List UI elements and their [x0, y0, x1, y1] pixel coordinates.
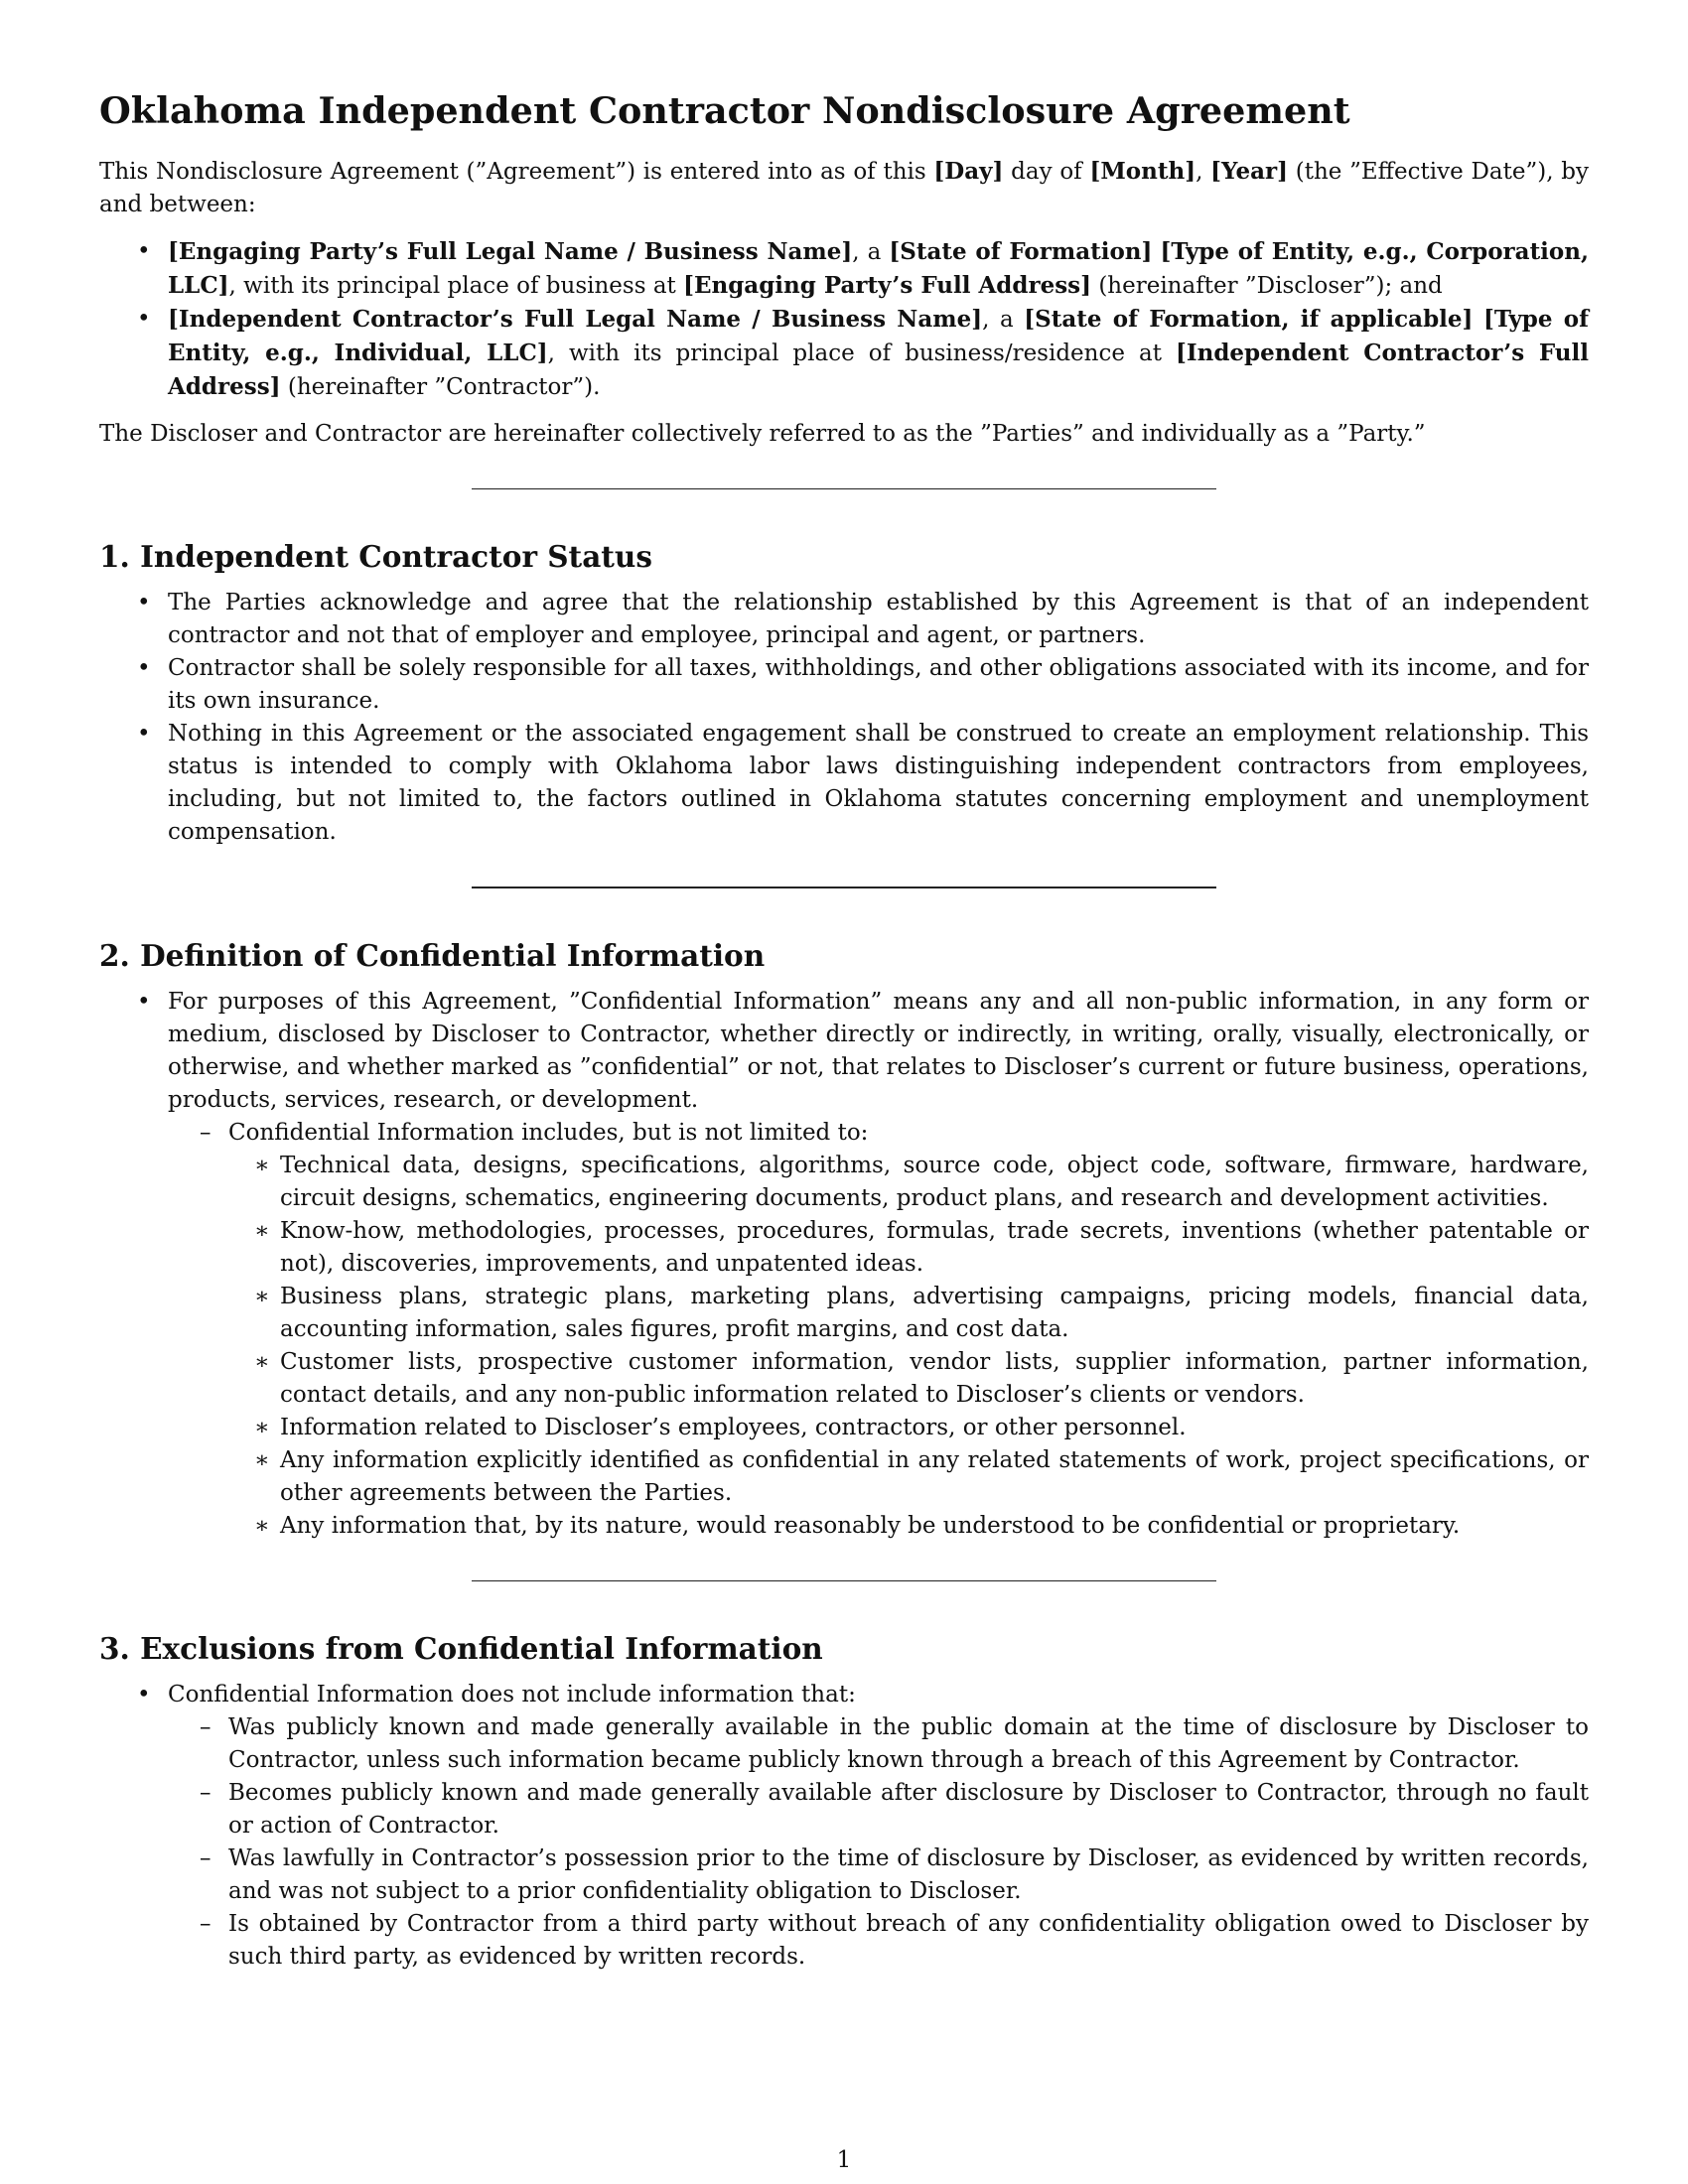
- section-divider: [472, 1580, 1216, 1581]
- list-item: ∗ Know-how, methodologies, processes, procedures, formulas, trade secrets, inventions (whether patentable or not), discoveries, improvements, and unpatented ideas.: [228, 1215, 1589, 1281]
- document-title: Oklahoma Independent Contractor Nondisclosure Agreement: [99, 89, 1350, 132]
- list-item: ∗ Business plans, strategic plans, marketing plans, advertising campaigns, pricing models, financial data, accounting information, sales figures, profit margins, and cost data.: [228, 1281, 1589, 1346]
- list-item: – Becomes publicly known and made generally available after disclosure by Discloser to Contractor, through no fault or action of Contractor.: [168, 1777, 1589, 1843]
- month-placeholder: [Month]: [1089, 158, 1196, 185]
- section-divider: [472, 887, 1216, 888]
- section-1-list: [99, 587, 1589, 849]
- list-item: – Was lawfully in Contractor’s possession prior to the time of disclosure by Discloser, as evidenced by written records, and was not subject to a prior confidentiality obligation to Discloser.: [168, 1843, 1589, 1908]
- list-item: ∗ Customer lists, prospective customer information, vendor lists, supplier information, partner information, contact details, and any non-public information related to Discloser’s clients or vendors.: [228, 1346, 1589, 1412]
- document-page: [99, 87, 1589, 1974]
- sub-list: [168, 1117, 1589, 1543]
- sub-list: [168, 1711, 1589, 1974]
- list-item: • Nothing in this Agreement or the associated engagement shall be construed to create an employment relationship. This status is intended to comply with Oklahoma labor laws distinguishing independent contractors from employees, including, but not limited to, the factors outlined in Oklahoma statutes concerning employment and unemployment compensation.: [99, 718, 1589, 849]
- list-item: – Confidential Information includes, but is not limited to: ∗ Technical data, designs, specifications, algorithms, source code, object code, software, firmware, hardware, circuit designs, schematics, engineering documents, product plans, and research and development activities. ∗ Know-how, methodologies, processes, procedures, formulas, trade secrets, inventions (whether patentable or not), discoveries, improvements, and unpatented ideas. ∗ Business plans, strategic plans, marketing plans, advertising campaigns, pricing models, financial data, accounting information, sales figures, profit margins, and cost data. ∗ Customer lists, prospective customer information, vendor lists, supplier information, partner information, contact details, and any non-public information related to Discloser’s clients or vendors. ∗ Information related to Discloser’s employees, contractors, or other personnel. ∗ Any information explicitly identified as confidential in any related statements of work, project specifications, or other agreements between the Parties. ∗ Any information that, by its nature, would reasonably be understood to be confidential or proprietary.: [168, 1117, 1589, 1543]
- list-item: ∗ Any information that, by its nature, would reasonably be understood to be confidential or proprietary.: [228, 1510, 1589, 1543]
- list-item: ∗ Any information explicitly identified as confidential in any related statements of work, project specifications, or other agreements between the Parties.: [228, 1444, 1589, 1510]
- list-item: – Was publicly known and made generally available in the public domain at the time of disclosure by Discloser to Contractor, unless such information became publicly known through a breach of this Agreement by Contractor.: [168, 1711, 1589, 1777]
- intro-paragraph: This Nondisclosure Agreement (”Agreement”) is entered into as of this [Day] day of [Month], [Year] (the ”Effective Date”), by and between:: [99, 158, 1589, 217]
- section-heading: 1. Independent Contractor Status: [99, 539, 652, 574]
- section-heading: 3. Exclusions from Confidential Information: [99, 1631, 823, 1666]
- list-item: ∗ Technical data, designs, specifications, algorithms, source code, object code, software, firmware, hardware, circuit designs, schematics, engineering documents, product plans, and research and development activities.: [228, 1150, 1589, 1215]
- section-2-list: [99, 986, 1589, 1543]
- list-item: ∗ Information related to Discloser’s employees, contractors, or other personnel.: [228, 1412, 1589, 1444]
- list-item: • Confidential Information does not include information that: – Was publicly known and made generally available in the public domain at the time of disclosure by Discloser to Contractor, unless such information became publicly known through a breach of this Agreement by Contractor. – Becomes publicly known and made generally available after disclosure by Discloser to Contractor, through no fault or action of Contractor. – Was lawfully in Contractor’s possession prior to the time of disclosure by Discloser, as evidenced by written records, and was not subject to a prior confidentiality obligation to Discloser. – Is obtained by Contractor from a third party without breach of any confidentiality obligation owed to Discloser by such third party, as evidenced by written records.: [99, 1679, 1589, 1974]
- list-item: • Contractor shall be solely responsible for all taxes, withholdings, and other obligations associated with its income, and for its own insurance.: [99, 652, 1589, 718]
- page-number: 1: [836, 2147, 852, 2173]
- section-3-list: [99, 1679, 1589, 1974]
- section-heading: 2. Definition of Confidential Information: [99, 938, 766, 973]
- party-contractor: • [Independent Contractor’s Full Legal Name / Business Name], a [State of Formation, if applicable] [Type of Entity, e.g., Individual, LLC], with its principal place of business/residence at [Independent Contractor’s Full Address] (hereinafter ”Contractor”).: [99, 303, 1589, 404]
- parties-note: The Discloser and Contractor are hereinafter collectively referred to as the ”Parties” and individually as a ”Party.”: [99, 421, 1426, 447]
- party-discloser: • [Engaging Party’s Full Legal Name / Business Name], a [State of Formation] [Type of Entity, e.g., Corporation, LLC], with its principal place of business at [Engaging Party’s Full Address] (hereinafter ”Discloser”); and: [99, 235, 1589, 303]
- section-divider: [472, 488, 1216, 489]
- parties-list: [99, 235, 1589, 404]
- list-item: – Is obtained by Contractor from a third party without breach of any confidentiality obligation owed to Discloser by such third party, as evidenced by written records.: [168, 1908, 1589, 1974]
- list-item: • The Parties acknowledge and agree that the relationship established by this Agreement is that of an independent contractor and not that of employer and employee, principal and agent, or partners.: [99, 587, 1589, 652]
- day-placeholder: [Day]: [933, 158, 1004, 185]
- year-placeholder: [Year]: [1210, 158, 1288, 185]
- sub-sub-list: [228, 1150, 1589, 1543]
- list-item: • For purposes of this Agreement, ”Confidential Information” means any and all non-public information, in any form or medium, disclosed by Discloser to Contractor, whether directly or indirectly, in writing, orally, visually, electronically, or otherwise, and whether marked as ”confidential” or not, that relates to Discloser’s current or future business, operations, products, services, research, or development. – Confidential Information includes, but is not limited to: ∗ Technical data, designs, specifications, algorithms, source code, object code, software, firmware, hardware, circuit designs, schematics, engineering documents, product plans, and research and development activities. ∗ Know-how, methodologies, processes, procedures, formulas, trade secrets, inventions (whether patentable or not), discoveries, improvements, and unpatented ideas. ∗ Business plans, strategic plans, marketing plans, advertising campaigns, pricing models, financial data, accounting information, sales figures, profit margins, and cost data. ∗ Customer lists, prospective customer information, vendor lists, supplier information, partner information, contact details, and any non-public information related to Discloser’s clients or vendors. ∗ Information related to Discloser’s employees, contractors, or other personnel. ∗ Any information explicitly identified as confidential in any related statements of work, project specifications, or other agreements between the Parties. ∗ Any information that, by its nature, would reasonably be understood to be confidential or proprietary.: [99, 986, 1589, 1543]
